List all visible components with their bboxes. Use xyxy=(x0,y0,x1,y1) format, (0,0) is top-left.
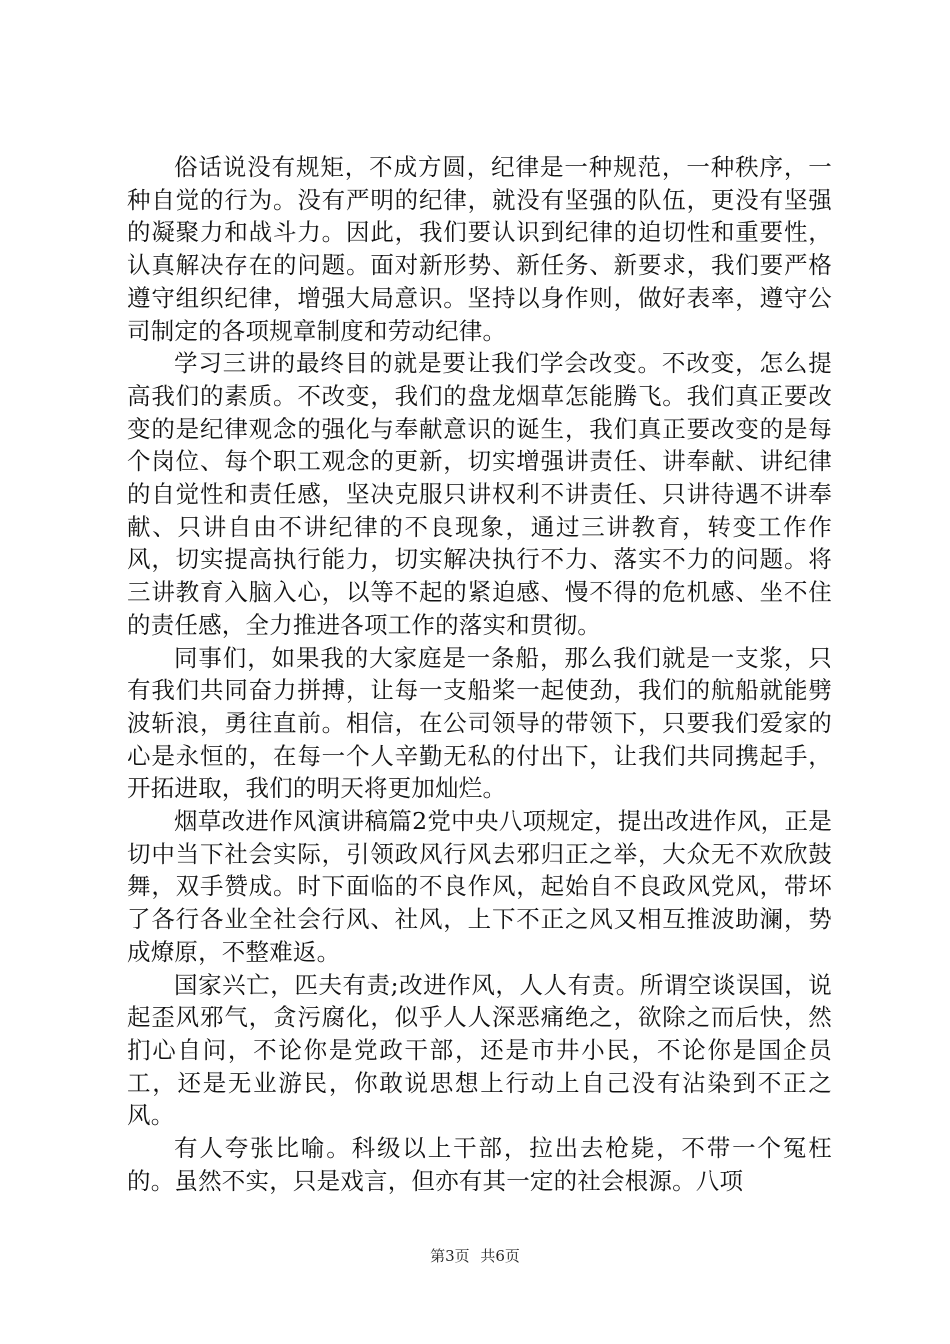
paragraph-three-talks: 学习三讲的最终目的就是要让我们学会改变。不改变，怎么提高我们的素质。不改变，我们的盘龙烟草怎能腾飞。我们真正要改变的是纪律观念的强化与奉献意识的诞生，我们真正要改变的是每个岗位、每个职工观念的更新，切实增强讲责任、讲奉献、讲纪律的自觉性和责任感，坚决克服只讲权利不讲责任、只讲待遇不讲奉献、只讲自由不讲纪律的不良现象，通过三讲教育，转变工作作风，切实提高执行能力，切实解决执行不力、落实不力的问题。将三讲教育入脑入心，以等不起的紧迫感、慢不得的危机感、坐不住的责任感，全力推进各项工作的落实和贯彻。 xyxy=(127,349,832,639)
paragraph-exaggeration: 有人夸张比喻。科级以上干部，拉出去枪毙，不带一个冤枉的。虽然不实，只是戏言，但亦有其一定的社会根源。八项 xyxy=(127,1134,832,1195)
paragraph-colleagues: 同事们，如果我的大家庭是一条船，那么我们就是一支浆，只有我们共同奋力拼搏，让每一支船桨一起使劲，我们的航船就能劈波斩浪，勇往直前。相信，在公司领导的带领下，只要我们爱家的心是永恒的，在每一个人辛勤无私的付出下，让我们共同携起手，开拓进取，我们的明天将更加灿烂。 xyxy=(127,643,832,803)
paragraph-speech-2: 烟草改进作风演讲稿篇2党中央八项规定，提出改进作风，正是切中当下社会实际，引领政风行风去邪归正之举，大众无不欢欣鼓舞，双手赞成。时下面临的不良作风，起始自不良政风党风，带坏了各行各业全社会行风、社风，上下不正之风又相互推波助澜，势成燎原，不整难返。 xyxy=(127,807,832,966)
page-number: 第3页 xyxy=(430,1247,470,1265)
document-body xyxy=(127,151,832,1198)
paragraph-discipline: 俗话说没有规矩，不成方圆，纪律是一种规范，一种秩序，一种自觉的行为。没有严明的纪律，就没有坚强的队伍，更没有坚强的凝聚力和战斗力。因此，我们要认识到纪律的迫切性和重要性，认真解决存在的问题。面对新形势、新任务、新要求，我们要严格遵守组织纪律，增强大局意识。坚持以身作则，做好表率，遵守公司制定的各项规章制度和劳动纪律。 xyxy=(127,153,832,345)
page-total: 共6页 xyxy=(480,1247,520,1265)
paragraph-national-duty: 国家兴亡，匹夫有责;改进作风，人人有责。所谓空谈误国，说起歪风邪气，贪污腐化，似乎人人深恶痛绝之，欲除之而后快，然扪心自问，不论你是党政干部，还是市井小民，不论你是国企员工，还是无业游民，你敢说思想上行动上自己没有沾染到不正之风。 xyxy=(127,970,832,1130)
page-footer xyxy=(0,1245,950,1266)
